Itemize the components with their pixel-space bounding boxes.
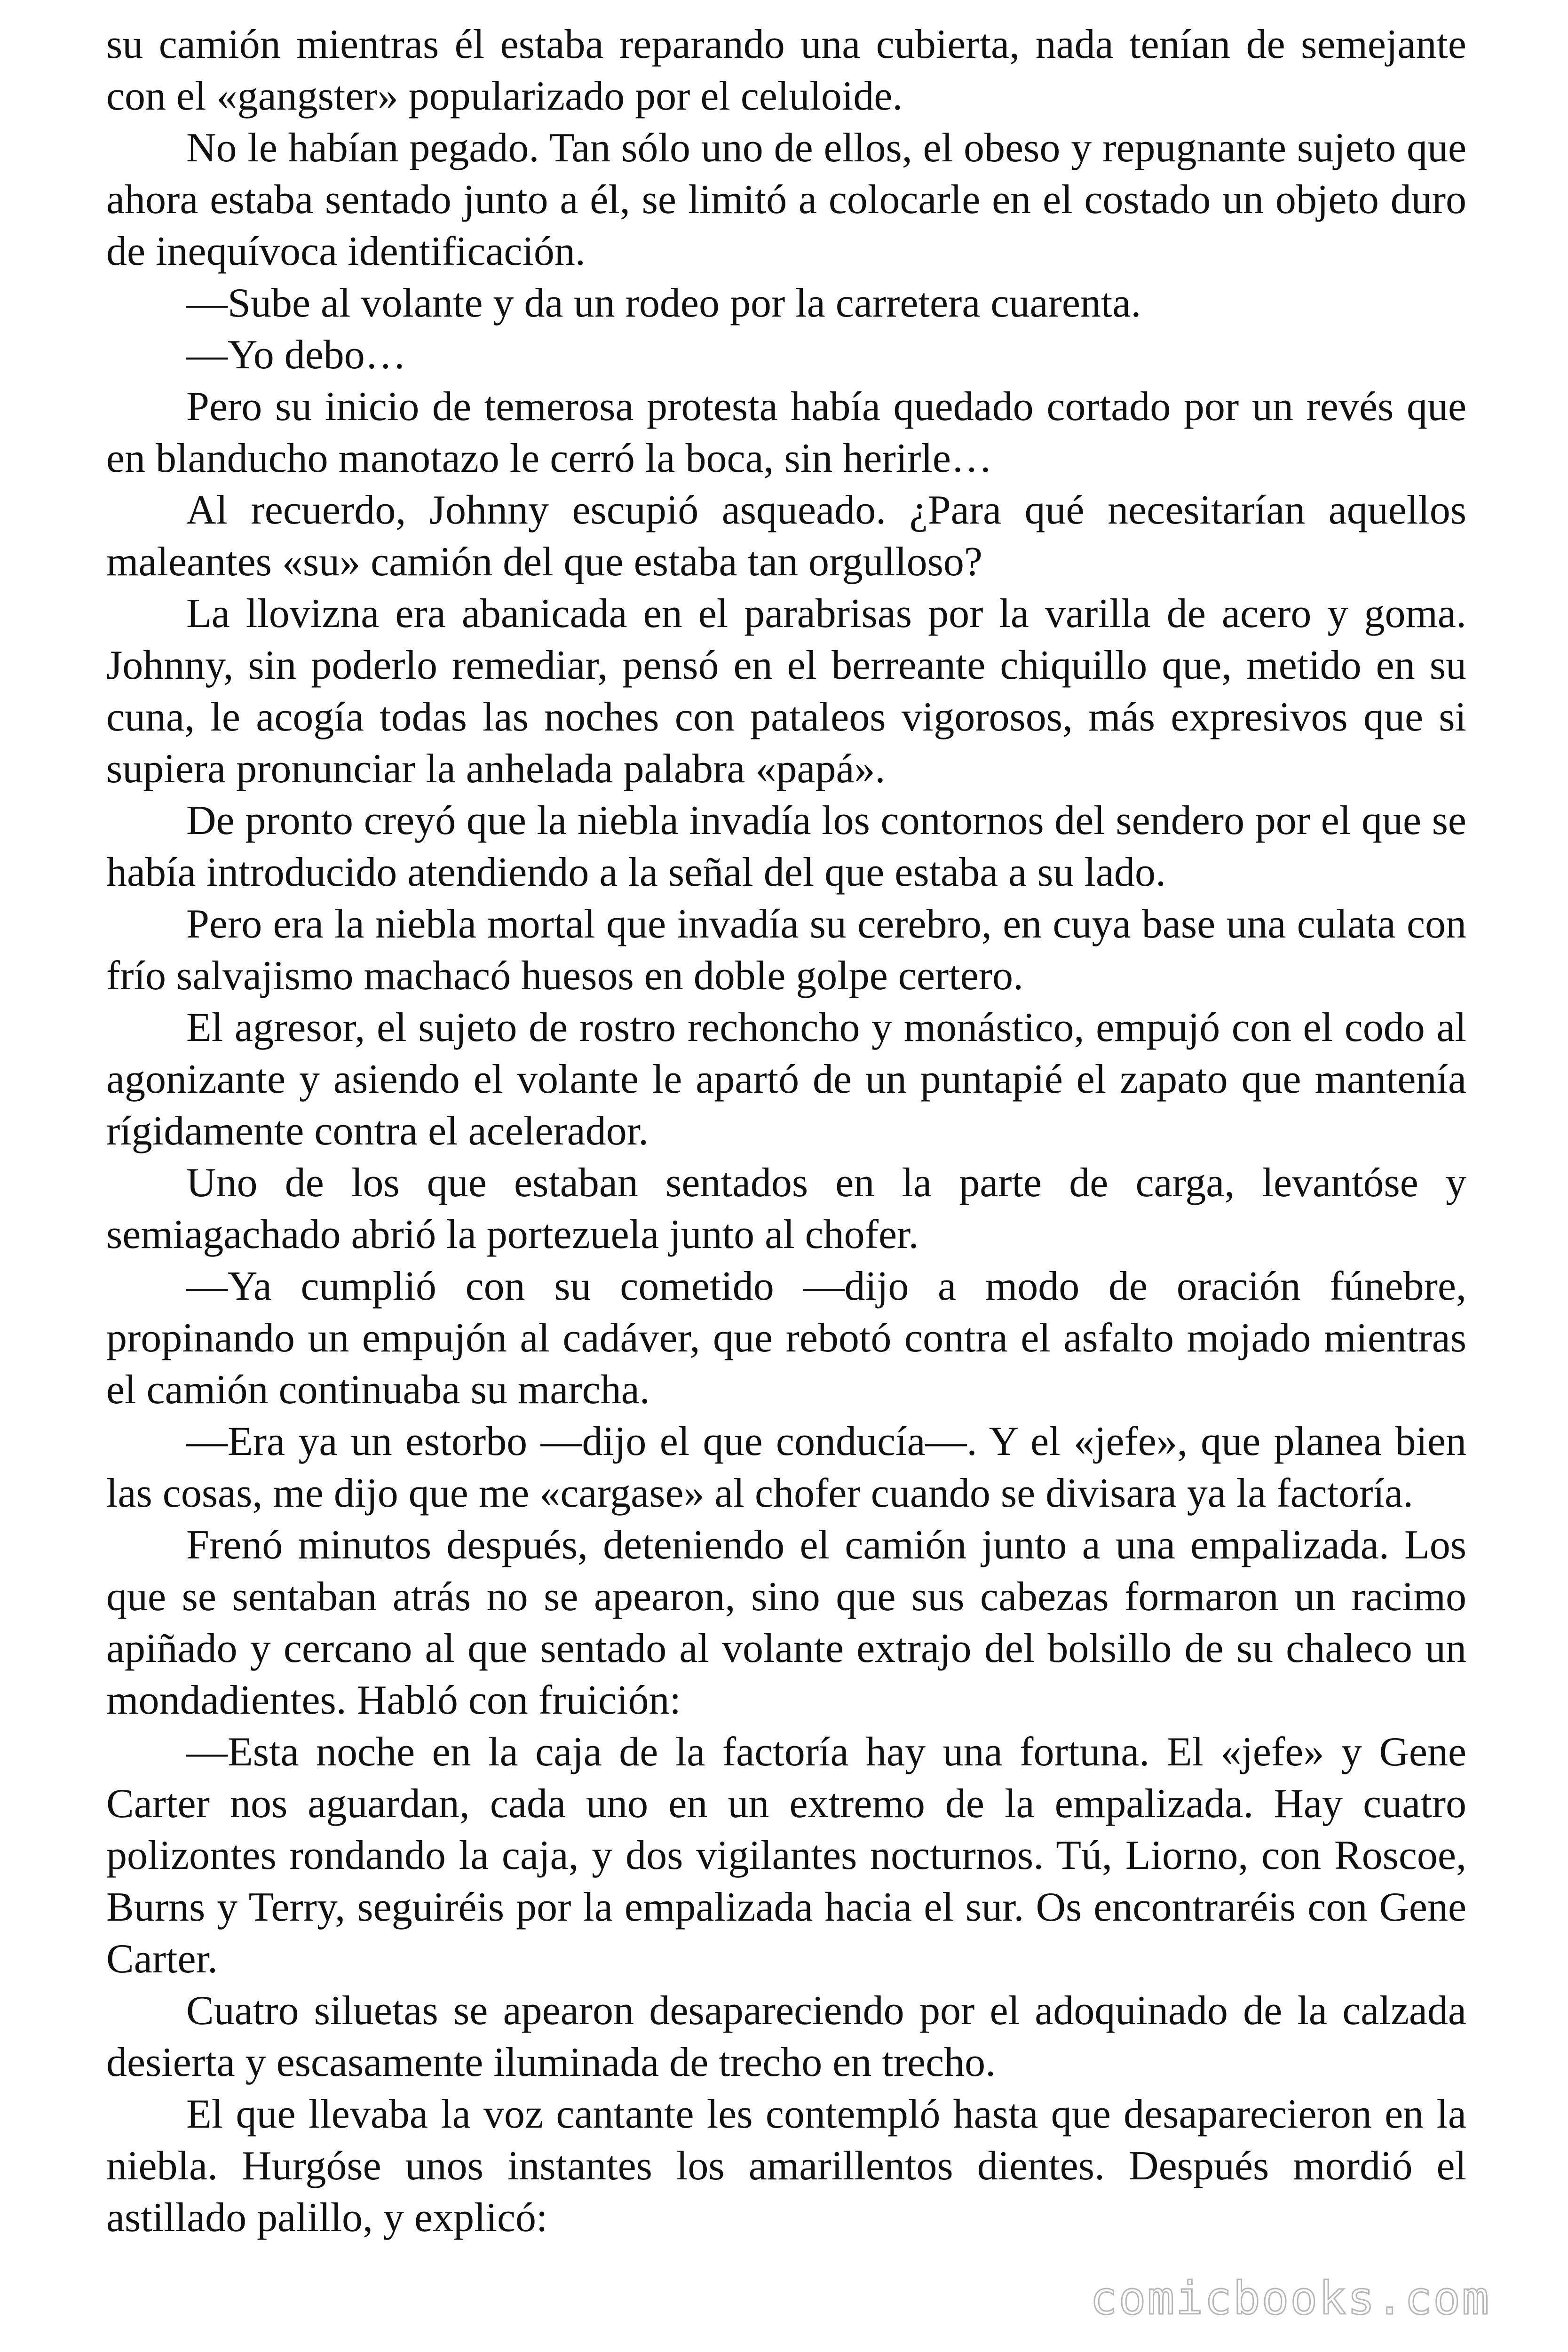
- paragraph: Frenó minutos después, deteniendo el camión junto a una empalizada. Los que se sentaban atrás no se apearon, sino que sus cabezas formaron un racimo apiñado y cercano al que sentado al volante extrajo del bolsillo de su chaleco un mondadientes. Habló con fruición:: [106, 1522, 1466, 1723]
- paragraph: Cuatro siluetas se apearon desapareciendo por el adoquinado de la calzada desierta y escasamente iluminada de trecho en trecho.: [106, 1988, 1466, 2085]
- paragraph: —Sube al volante y da un rodeo por la carretera cuarenta.: [186, 280, 1141, 326]
- paragraph: —Era ya un estorbo —dijo el que conducía—. Y el «jefe», que planea bien las cosas, me dijo que me «cargase» al chofer cuando se divisara ya la factoría.: [106, 1419, 1466, 1516]
- paragraph: su camión mientras él estaba reparando una cubierta, nada tenían de semejante con el «gangster» popularizado por el celuloide.: [106, 22, 1466, 119]
- watermark: comicbooks.com: [1090, 2272, 1490, 2325]
- paragraph: De pronto creyó que la niebla invadía los contornos del sendero por el que se había introducido atendiendo a la señal del que estaba a su lado.: [106, 798, 1466, 895]
- paragraph: Pero su inicio de temerosa protesta había quedado cortado por un revés que en blanducho manotazo le cerró la boca, sin herirle…: [106, 384, 1466, 481]
- paragraph: El que llevaba la voz cantante les contempló hasta que desaparecieron en la niebla. Hurgóse unos instantes los amarillentos dientes. Después mordió el astillado palillo, y explicó:: [106, 2091, 1466, 2241]
- paragraph: —Yo debo…: [186, 332, 406, 378]
- paragraph: Uno de los que estaban sentados en la parte de carga, levantóse y semiagachado abrió la portezuela junto al chofer.: [106, 1160, 1466, 1257]
- paragraph: No le habían pegado. Tan sólo uno de ellos, el obeso y repugnante sujeto que ahora estaba sentado junto a él, se limitó a colocarle en el costado un objeto duro de inequívoca identificación.: [106, 125, 1466, 274]
- paragraph: —Ya cumplió con su cometido —dijo a modo de oración fúnebre, propinando un empujón al cadáver, que rebotó contra el asfalto mojado mientras el camión continuaba su marcha.: [106, 1263, 1466, 1413]
- paragraph: Al recuerdo, Johnny escupió asqueado. ¿Para qué necesitarían aquellos maleantes «su» camión del que estaba tan orgulloso?: [106, 487, 1466, 585]
- paragraph: El agresor, el sujeto de rostro rechoncho y monástico, empujó con el codo al agonizante y asiendo el volante le apartó de un puntapié el zapato que mantenía rígidamente contra el acelerador.: [106, 1005, 1466, 1154]
- paragraph: —Esta noche en la caja de la factoría hay una fortuna. El «jefe» y Gene Carter nos aguardan, cada uno en un extremo de la empalizada. Hay cuatro polizontes rondando la caja, y dos vigilantes nocturnos. Tú, Liorno, con Roscoe, Burns y Terry, seguiréis por la empalizada hacia el sur. Os encontraréis con Gene Carter.: [106, 1729, 1466, 1982]
- document-body: [106, 19, 1466, 2244]
- paragraph: Pero era la niebla mortal que invadía su cerebro, en cuya base una culata con frío salvajismo machacó huesos en doble golpe certero.: [106, 901, 1466, 999]
- paragraph: La llovizna era abanicada en el parabrisas por la varilla de acero y goma. Johnny, sin poderlo remediar, pensó en el berreante chiquillo que, metido en su cuna, le acogía todas las noches con pataleos vigorosos, más expresivos que si supiera pronunciar la anhelada palabra «papá».: [106, 591, 1466, 792]
